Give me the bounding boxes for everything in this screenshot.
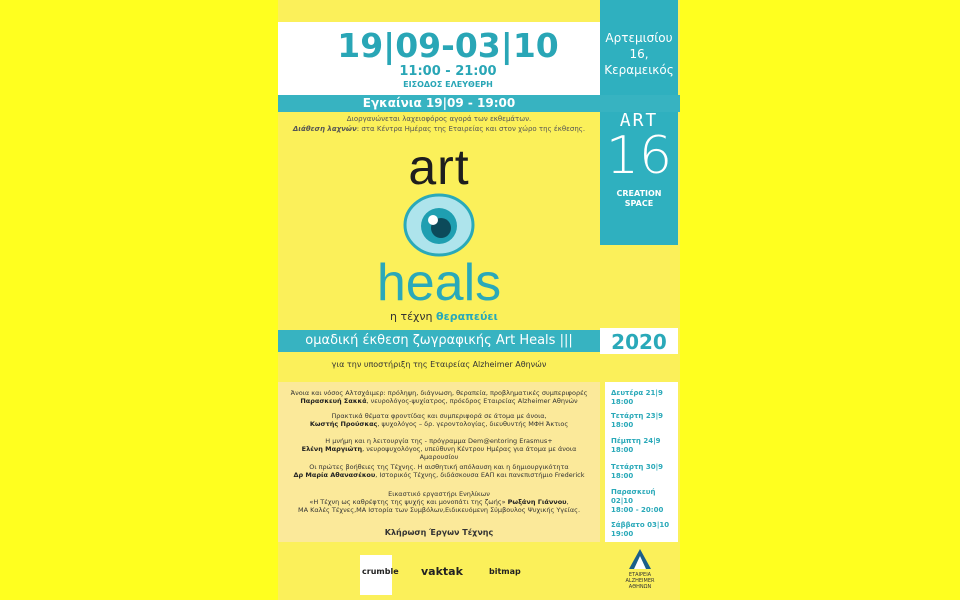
caption-line: CREATION: [616, 189, 662, 198]
talk-topic: Οι πρώτες βοήθειες της Τέχνης. Η αισθητική απόλαυση και η δημιουργικότητα: [309, 463, 569, 471]
talk-2: [282, 412, 596, 428]
talk-5: [282, 490, 596, 514]
logo-sub-plain: η τέχνη: [390, 310, 437, 323]
program-panel: [278, 382, 600, 542]
free-entry: ΕΙΣΟΔΟΣ ΕΛΕΥΘΕΡΗ: [403, 80, 493, 89]
lottery-label: Διάθεση λαχνών: [292, 125, 357, 133]
schedule-day: Πέμπτη 24|9: [611, 437, 661, 445]
alzheimer-logo-icon: [628, 548, 652, 570]
art-draw: Κλήρωση Έργων Τέχνης: [384, 528, 494, 537]
art16-art: ART: [619, 110, 659, 131]
speaker-role: , νευροψυχολόγος, υπεύθυνη Κέντρου Ημέρας για άτομα με άνοια Αμαρουσίου: [362, 445, 577, 461]
speaker-credentials: ΜΑ Καλές Τέχνες,ΜΑ Ιστορία των Συμβόλων,Ειδικευόμενη Σύμβουλος Ψυχικής Υγείας.: [297, 506, 581, 514]
schedule-time: 18:00: [611, 398, 634, 406]
talk-topic: Άνοια και νόσος Αλτσχάιμερ: πρόληψη, διάγνωση, θεραπεία, προβληματικές συμπεριφορές: [290, 389, 588, 397]
support-line: για την υποστήριξη της Εταιρείας Alzheimer Αθηνών: [331, 360, 547, 369]
lottery-places: [278, 125, 600, 133]
schedule-time: 18:00 - 20:00: [611, 506, 664, 514]
schedule-item: [611, 463, 677, 481]
address-line: 16,: [629, 47, 649, 61]
schedule-day: Τετάρτη 23|9: [611, 412, 664, 420]
speaker-name: Ρωξάνη Γιάννου: [507, 498, 567, 506]
schedule-time: 18:00: [611, 446, 634, 454]
speaker-role: , ψυχολόγος – δρ. γεροντολογίας, διευθυντής ΜΦΗ Άκτιος: [377, 420, 569, 428]
alzheimer-society: ΕΤΑΙΡΕΙΑ ALZHEIMER ΑΘΗΝΩΝ: [625, 572, 655, 590]
art16-caption: [600, 189, 678, 209]
schedule-time: 18:00: [611, 472, 634, 480]
talk-topic: Εικαστικό εργαστήρι Ενηλίκων: [388, 490, 490, 498]
address-line: Αρτεμισίου: [605, 31, 673, 45]
exhibition-title: ομαδική έκθεση ζωγραφικής Art Heals |||: [305, 333, 573, 348]
workshop-title: «Η Τέχνη ως καθρέφτης της ψυχής και μονοπάτι της ζωής»: [309, 498, 508, 506]
schedule-item: [611, 389, 677, 407]
speaker-name: Παρασκευή Σακκά: [300, 397, 367, 405]
speaker-name: Κωστής Προύσκας: [309, 420, 378, 428]
address-line: Κεραμεικός: [604, 63, 674, 77]
schedule-item: [611, 521, 677, 539]
art16-logo: [600, 110, 678, 209]
speaker-name: Δρ Μαρία Αθανασέκου: [293, 471, 376, 479]
opening-night: Εγκαίνια 19|09 - 19:00: [362, 96, 516, 110]
schedule-day: Παρασκευή: [611, 488, 656, 496]
opening-hours: 11:00 - 21:00: [399, 64, 497, 79]
schedule-day: Σάββατο 03|10: [611, 521, 670, 529]
crumble-logo: crumble: [362, 567, 399, 576]
exhibition-dates: 19|09-03|10: [337, 26, 559, 65]
talk-topic: Η μνήμη και η λειτουργία της - πρόγραμμα Dem@entoring Erasmus+: [325, 437, 553, 445]
lottery-info: Διοργανώνεται λαχειοφόρος αγορά των εκθεμάτων.: [346, 115, 532, 123]
talk-1: [282, 389, 596, 405]
schedule-time: 19:00: [611, 530, 634, 538]
exhibition-year: 2020: [611, 330, 667, 354]
caption-line: SPACE: [624, 199, 654, 208]
schedule-item: [611, 488, 677, 515]
schedule-item: [611, 412, 677, 430]
logo-subtitle: [390, 310, 590, 323]
vaktak-logo: vaktak: [421, 565, 463, 578]
venue-address: [600, 30, 678, 78]
talk-topic: Πρακτικά θέματα φροντίδας και συμπεριφορά σε άτομα με άνοια,: [331, 412, 547, 420]
speaker-role: , νευρολόγος-ψυχίατρος, πρόεδρος Εταιρείας Alzheimer Αθηνών: [366, 397, 578, 405]
talk-4: [282, 463, 596, 479]
logo-art-text: art: [408, 139, 470, 195]
schedule-day: Δευτέρα 21|9: [611, 389, 663, 397]
speaker-role: , Ιστορικός Τέχνης, διδάσκουσα ΕΑΠ και πανεπιστήμιο Frederick: [375, 471, 585, 479]
schedule-item: [611, 437, 677, 455]
bitmap-logo: bitmap: [489, 567, 521, 576]
lottery-text: : στα Κέντρα Ημέρας της Εταιρείας και στον χώρο της έκθεσης.: [356, 125, 586, 133]
schedule-time: 18:00: [611, 421, 634, 429]
eye-icon: [399, 190, 479, 260]
schedule-date: 02|10: [611, 497, 634, 505]
speaker-name: Ελένη Μαργιώτη: [301, 445, 363, 453]
art16-number: 16: [605, 126, 673, 186]
speaker-role: ,: [566, 498, 569, 506]
logo-heals-text: heals: [376, 254, 502, 312]
schedule-day: Τετάρτη 30|9: [611, 463, 664, 471]
logo-sub-accent: θεραπεύει: [436, 310, 498, 323]
talk-3: [282, 437, 596, 461]
